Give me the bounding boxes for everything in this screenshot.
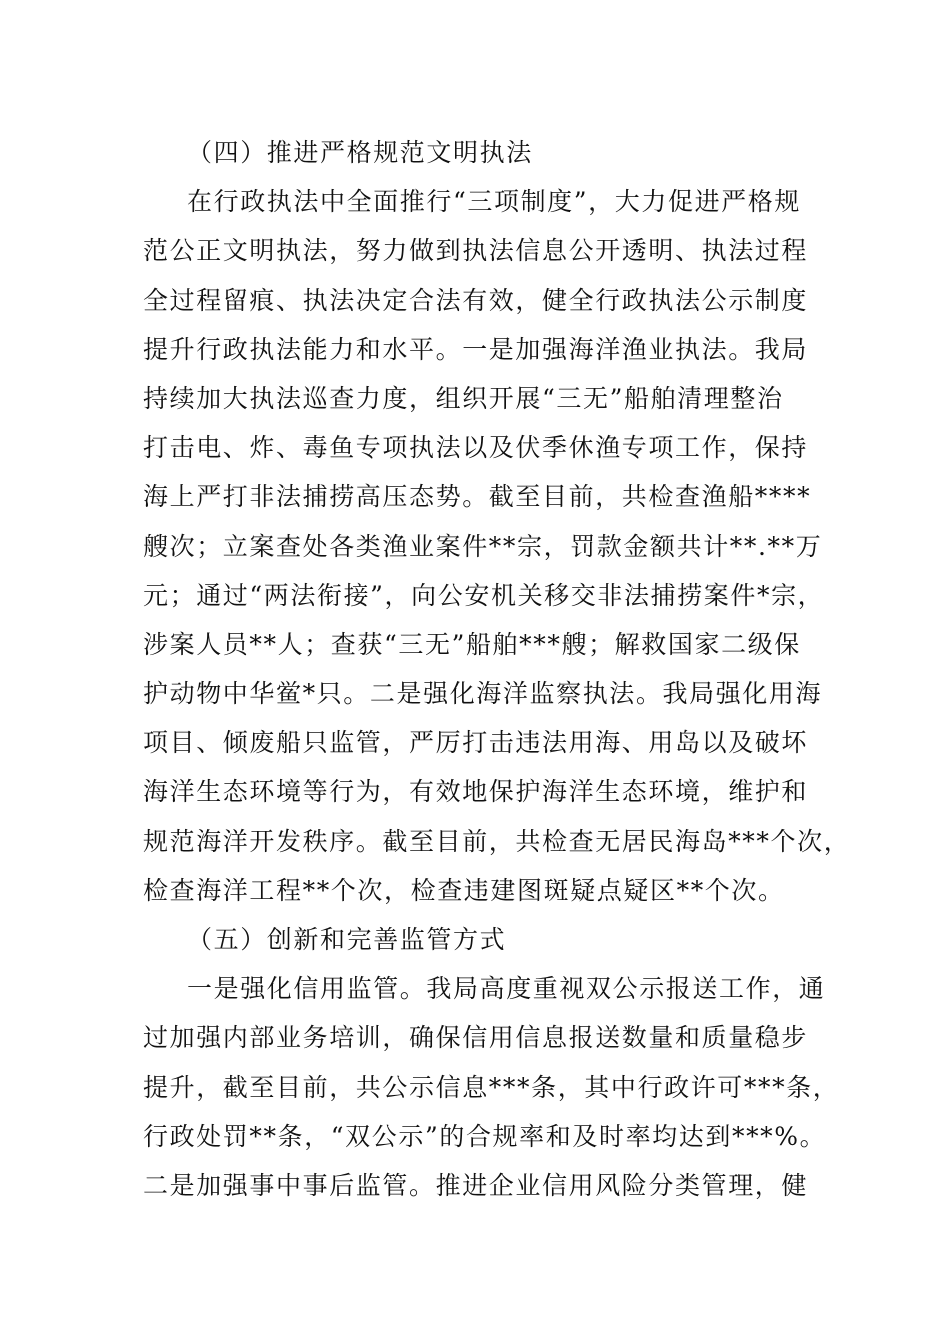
section-4-paragraph-line: 艘次；立案查处各类渔业案件**宗，罚款金额共计**.**万	[143, 531, 823, 561]
section-4-paragraph-line: 持续加大执法巡查力度，组织开展“三无”船舶清理整治	[143, 383, 784, 413]
section-4-paragraph-line: 海上严打非法捕捞高压态势。截至目前，共检查渔船****	[143, 482, 812, 512]
section-4-paragraph-line: 项目、倾废船只监管，严厉打击违法用海、用岛以及破坏	[143, 728, 809, 758]
section-5-paragraph-line: 提升，截至目前，共公示信息***条，其中行政许可***条，	[143, 1072, 840, 1102]
section-4-paragraph-line: 规范海洋开发秩序。截至目前，共检查无居民海岛***个次，	[143, 826, 851, 856]
section-4-paragraph-line: 涉案人员**人；查获“三无”船舶***艘；解救国家二级保	[143, 629, 801, 659]
section-4-paragraph-line: 提升行政执法能力和水平。一是加强海洋渔业执法。我局	[143, 334, 809, 364]
section-4-heading: （四）推进严格规范文明执法	[187, 138, 533, 167]
section-5-paragraph-line: 过加强内部业务培训，确保信用信息报送数量和质量稳步	[143, 1023, 809, 1053]
section-5-paragraph-line: 二是加强事中事后监管。推进企业信用风险分类管理，健	[143, 1170, 809, 1200]
section-4-paragraph-line: 元；通过“两法衔接”，向公安机关移交非法捕捞案件*宗，	[143, 580, 825, 610]
section-4-paragraph-line: 在行政执法中全面推行“三项制度”，大力促进严格规	[187, 187, 801, 217]
section-4-paragraph-line: 打击电、炸、毒鱼专项执法以及伏季休渔专项工作，保持	[143, 433, 809, 463]
section-5-paragraph-line: 一是强化信用监管。我局高度重视双公示报送工作，通	[187, 974, 826, 1004]
section-4-paragraph-line: 海洋生态环境等行为，有效地保护海洋生态环境，维护和	[143, 777, 809, 807]
section-5-heading: （五）创新和完善监管方式	[187, 925, 507, 954]
section-5-paragraph-line: 行政处罚**条，“双公示”的合规率和及时率均达到***%。	[143, 1121, 827, 1151]
section-4-paragraph-line: 范公正文明执法，努力做到执法信息公开透明、执法过程	[143, 236, 809, 266]
section-4-paragraph-line: 全过程留痕、执法决定合法有效，健全行政执法公示制度	[143, 285, 809, 315]
document-body	[143, 128, 851, 1210]
section-4-paragraph-line: 检查海洋工程**个次，检查违建图斑疑点疑区**个次。	[143, 875, 785, 905]
section-4-paragraph-line: 护动物中华鲎*只。二是强化海洋监察执法。我局强化用海	[143, 679, 823, 709]
